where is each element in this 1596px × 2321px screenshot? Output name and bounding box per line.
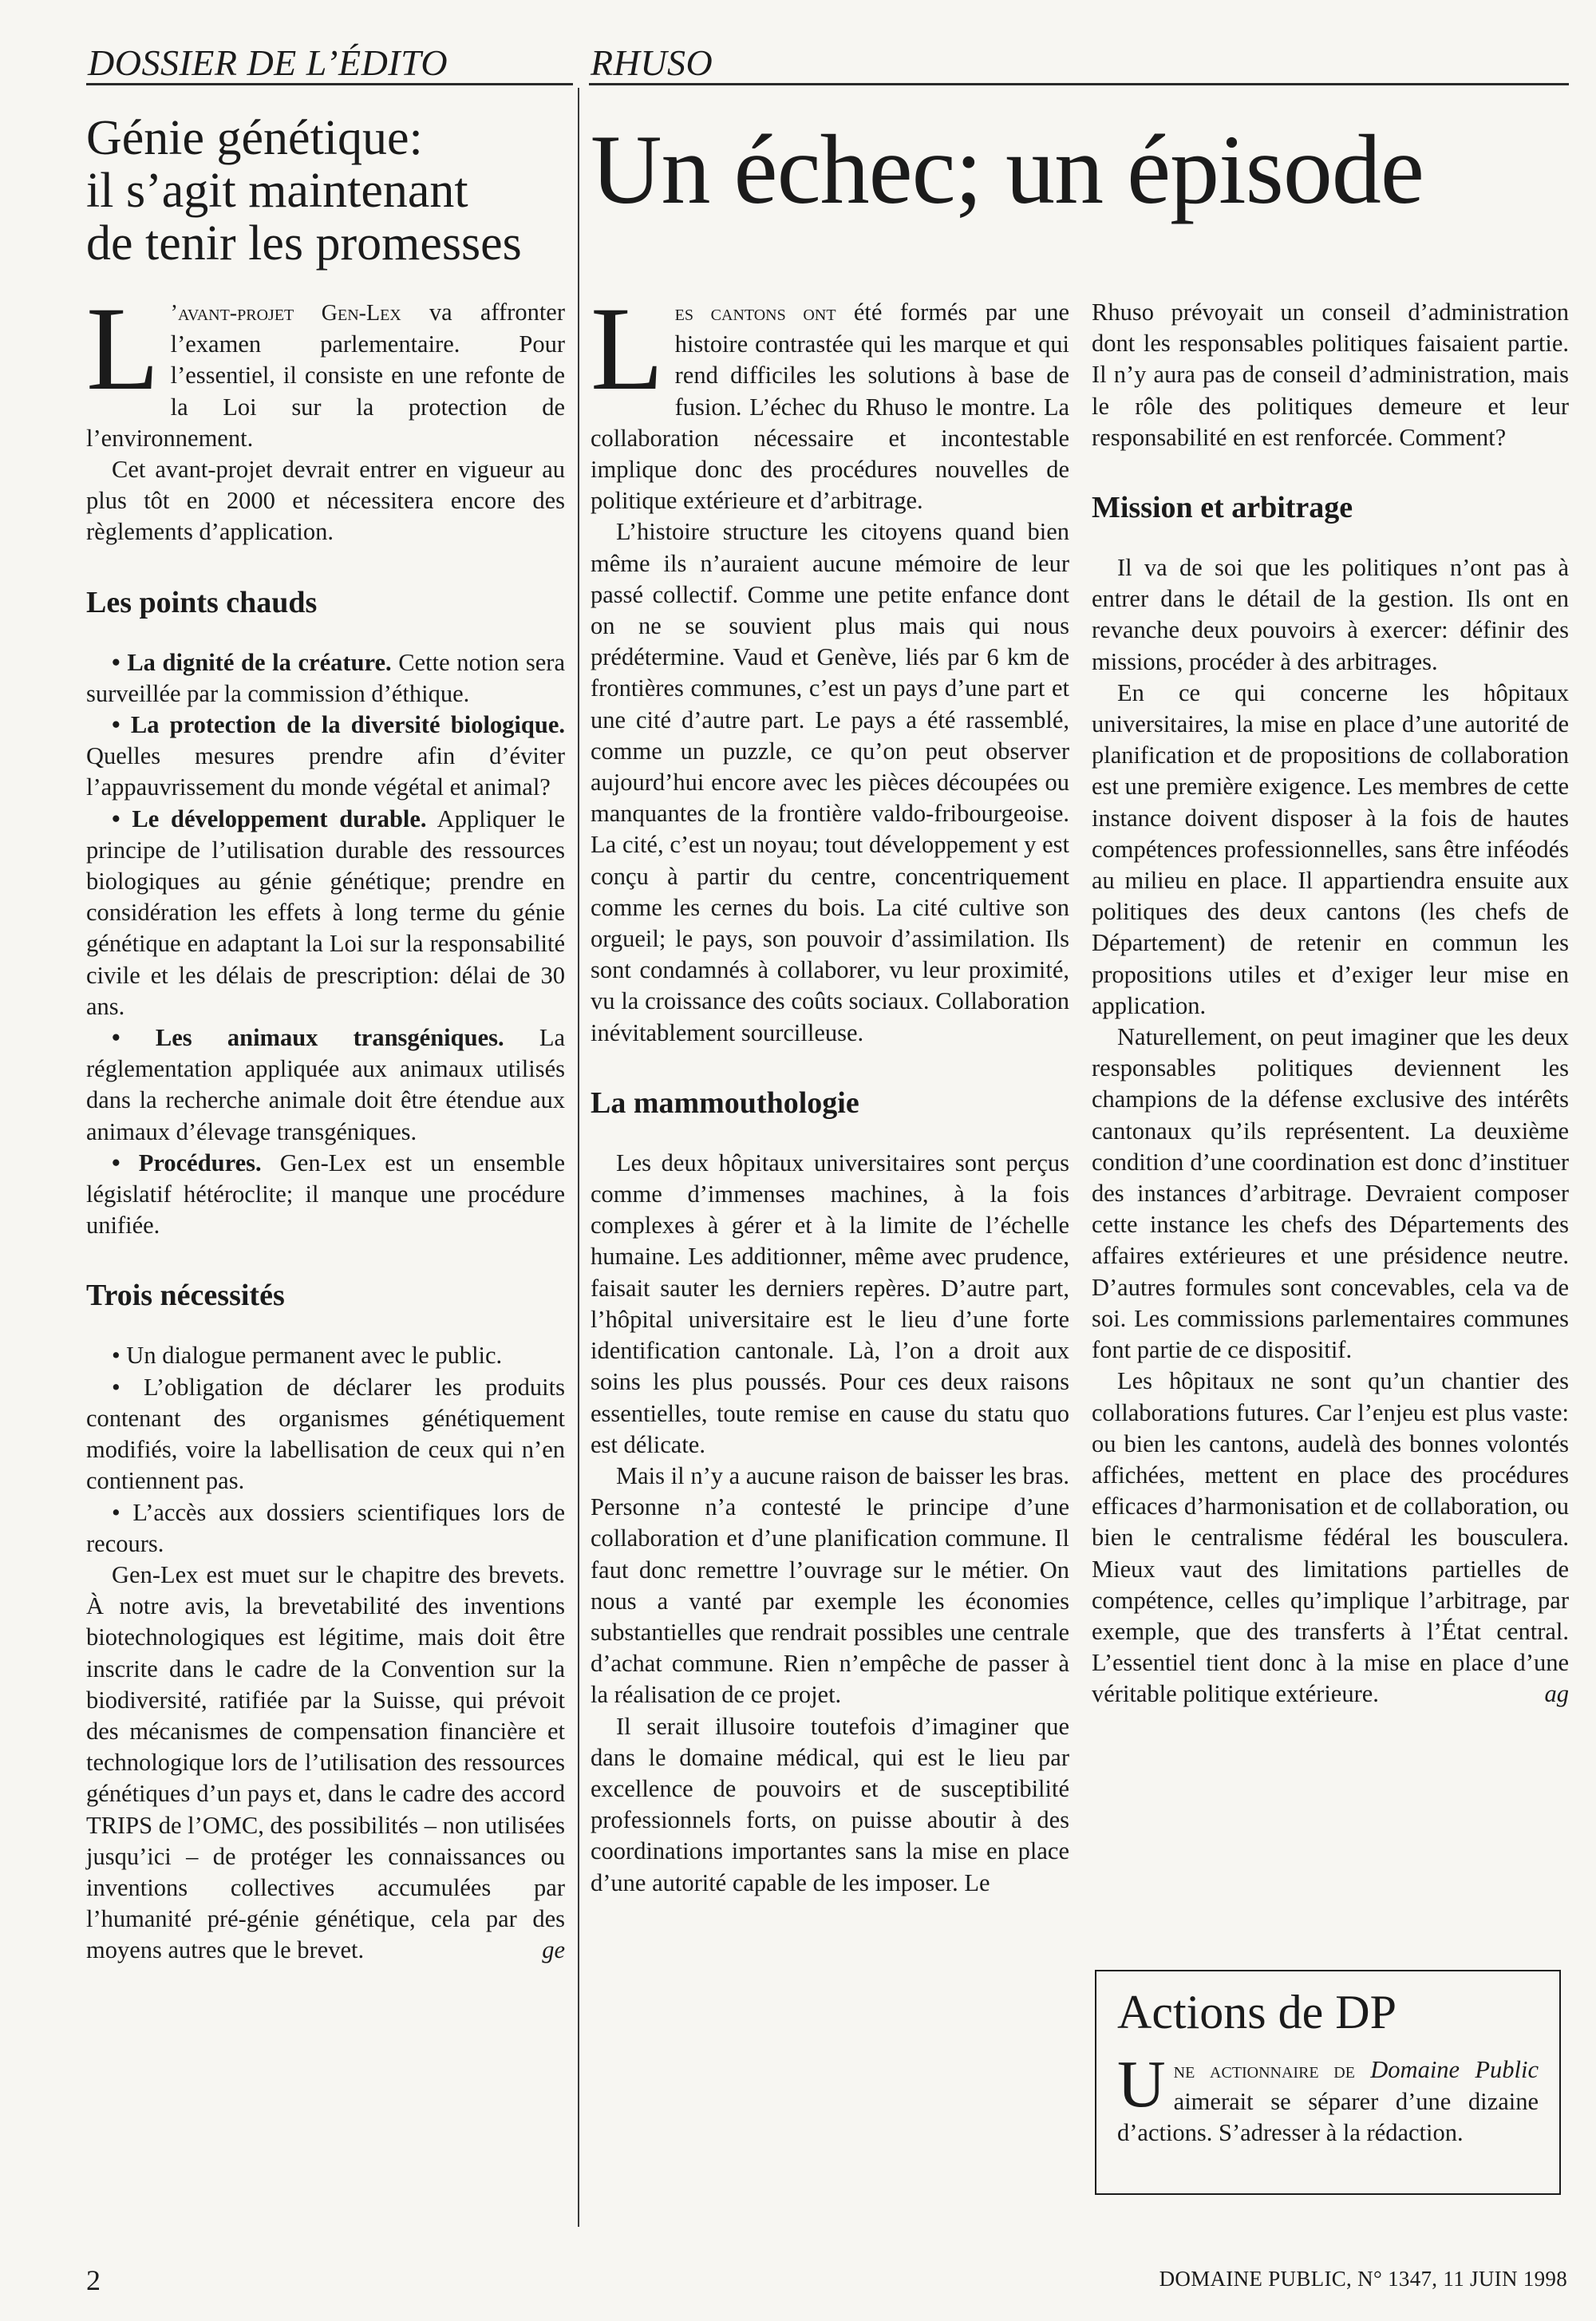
necessite-item: • L’obligation de déclarer les produits contenant des organismes génétiquement modifiés, voire la labellisation de ceux qui n’en contiennent pas. xyxy=(86,1373,565,1495)
actions-box-text xyxy=(1117,2047,1539,2149)
left-article-title xyxy=(86,112,565,270)
footer-publication: DOMAINE PUBLIC, N° 1347, 11 JUIN 1998 xyxy=(1159,2267,1567,2291)
top-rule-left xyxy=(86,83,573,85)
actions-box-title: Actions de DP xyxy=(1117,1986,1396,2038)
right-paragraph-3: En ce qui concerne les hôpitaux universitaires, la mise en place d’une autorité de planification et de propositions de collaboration est une première exigence. Les membres de cette instance doivent disposer à la fois de hautes compétences professionnelles, sans être inféodés au milieu en place. Il appartiendra ensuite aux politiques des deux cantons (les chefs de Département) de retenir en commun les propositions utiles et d’exiger leur mise en application. xyxy=(1092,678,1569,1019)
rubric-right: RHUSO xyxy=(591,42,713,83)
left-signature: ge xyxy=(542,1936,565,1964)
left-column xyxy=(86,283,566,1967)
right-paragraph-5: Les hôpitaux ne sont qu’un chantier des collaborations futures. Car l’enjeu est plus vaste: ou bien les cantons, audelà des bonnes volontés affichées, mettent en place des procédures efficaces d’harmonisation et de collaboration, ou bien le centralisme fédéral les bousculera. Mieux vaut des limitations partielles de compétence, celles qu’implique l’arbitrage, par exemple, que des transferts à l’État central. L’essentiel tient donc à la mise en place d’une véritable politique extérieure. ag xyxy=(1092,1366,1569,1710)
heading-mammouthologie: La mammouthologie xyxy=(591,1085,859,1120)
page-number: 2 xyxy=(86,2264,101,2296)
right-column xyxy=(1092,297,1569,1710)
left-paragraph-2: Cet avant-projet devrait entrer en vigueur au plus tôt en 2000 et nécessitera encore des règlements d’application. xyxy=(86,456,565,546)
necessite-item: • Un dialogue permanent avec le public. xyxy=(112,1342,503,1370)
middle-column xyxy=(591,283,1069,1899)
box-rest: aimerait se séparer d’une dizaine d’actions. S’adresser à la rédaction. xyxy=(1117,2088,1539,2146)
left-intro-text: va affronter l’examen parlementaire. Pour l’essentiel, il consiste en une refonte de la Loi sur la protection de l’environnement. xyxy=(86,299,566,452)
point-item: • La protection de la diversité biologique. Quelles mesures prendre afin d’éviter l’appauvrissement du monde végétal et animal? xyxy=(86,711,565,801)
necessite-item: • L’accès aux dossiers scientifiques lors de recours. xyxy=(86,1498,565,1557)
left-intro-paragraph xyxy=(86,283,566,454)
box-smallcaps: ne actionnaire de xyxy=(1173,2058,1355,2083)
left-title-line-2: il s’agit maintenant xyxy=(86,164,468,218)
right-paragraph-1: Rhuso prévoyait un conseil d’administration dont les responsables politiques faisaient partie. Il n’y aura pas de conseil d’administration, mais le rôle des politiques demeure et leur responsabilité en est renforcée. Comment? xyxy=(1092,299,1569,451)
left-title-line-3: de tenir les promesses xyxy=(86,216,522,271)
mid-dropcap: L xyxy=(591,283,664,415)
mid-paragraph-3: Les deux hôpitaux universitaires sont perçus comme d’immenses machines, à la fois complexes à gérer et à la limite de l’échelle humaine. Les additionner, même avec prudence, faisait sauter les derniers repères. D’autre part, l’hôpital universitaire est le lieu d’une forte identification cantonale. Là, l’on a droit aux soins les plus poussés. Pour ces deux raisons essentielles, toute remise en cause du statu quo est délicate. xyxy=(591,1149,1069,1458)
point-item: • La dignité de la créature. Cette notion sera surveillée par la commission d’éthique. xyxy=(86,648,565,707)
right-signature: ag xyxy=(1544,1680,1569,1708)
point-item: • Le développement durable. Appliquer le principe de l’utilisation durable des ressources biologiques au génie génétique; prendre en considération les effets à long terme du génie génétique en adaptant la Loi sur la responsabilité civile et les délais de prescription: délai de 30 ans. xyxy=(86,805,565,1020)
rubric-left: DOSSIER DE L’ÉDITO xyxy=(88,42,448,83)
mid-paragraph-5: Il serait illusoire toutefois d’imaginer que dans le domaine médical, qui est le lieu par excellence de pouvoirs et de susceptibilité professionnels forts, on puisse aboutir à des coordinations importantes sans la mise en place d’une autorité capable de les imposer. Le xyxy=(591,1712,1069,1896)
actions-box xyxy=(1095,1970,1561,2195)
main-article-title: Un échec; un épisode xyxy=(591,115,1424,224)
heading-mission-arbitrage: Mission et arbitrage xyxy=(1092,491,1353,525)
point-item: • Les animaux transgéniques. La réglementation appliquée aux animaux utilisés dans la recherche animale doit être étendue aux animaux d’élevage transgéniques. xyxy=(86,1024,565,1145)
right-paragraph-2: Il va de soi que les politiques n’ont pas à entrer dans le détail de la gestion. Ils ont en revanche deux pouvoirs à exercer: définir des missions, procéder à des arbitrages. xyxy=(1092,554,1569,675)
mid-intro-smallcaps: es cantons ont xyxy=(674,301,836,326)
mid-paragraph-4: Mais il n’y a aucune raison de baisser les bras. Personne n’a contesté le principe d’une collaboration et d’une planification commune. Il faut donc remettre l’ouvrage sur le métier. On nous a vanté par exemple les économies substantielles que rendrait possibles une centrale d’achat commune. Rien n’empêche de passer à la réalisation de ce projet. xyxy=(591,1461,1069,1709)
mid-intro-text: été formés par une histoire contrastée qui les marque et qui rend difficiles les solutions à base de fusion. L’échec du Rhuso le montre. La collaboration nécessaire et incontestable implique donc des procédures nouvelles de politique extérieure et d’arbitrage. xyxy=(591,299,1069,515)
point-item: • Procédures. Gen-Lex est un ensemble législatif hétéroclite; il manque une procédure unifiée. xyxy=(86,1149,565,1240)
column-divider xyxy=(578,88,579,2227)
mid-intro-paragraph xyxy=(591,283,1069,516)
left-dropcap: L xyxy=(86,283,160,415)
mid-paragraph-2: L’histoire structure les citoyens quand bien même ils n’auraient aucune mémoire de leur passé collectif. Comme une petite enfance dont on ne se souvient plus mais qui nous prédétermine. Vaud et Genève, liés par 6 km de frontières communes, c’est un pays d’une part et une cité d’autre part. Le pays a été rassemblé, comme un puzzle, ce qu’on peut observer aujourd’hui encore avec les pièces découpées ou manquantes de la frontière valdo-fribourgeoise. La cité, c’est un noyau; tout développement y est conçu à partir du centre, concentriquement comme les cernes du bois. La cité cultive son orgueil; le pays, son pouvoir d’assimilation. Ils sont condamnés à collaborer, vu leur proximité, vu la croissance des coûts sociaux. Collaboration inévitablement sourcilleuse. xyxy=(591,518,1069,1046)
left-intro-smallcaps: ’avant-projet Gen-Lex xyxy=(170,301,401,326)
heading-trois-necessites: Trois nécessités xyxy=(86,1279,285,1313)
right-paragraph-4: Naturellement, on peut imaginer que les deux responsables politiques deviennent les champions de la défense exclusive des intérêts cantonaux qu’ils représentent. La deuxième condition d’une coordination est donc d’instituer des instances d’arbitrage. Devraient composer cette instance les chefs des Départements des affaires extérieures et une présidence neutre. D’autres formules sont concevables, cela va de soi. Les commissions parlementaires communes font partie de ce dispositif. xyxy=(1092,1023,1569,1364)
top-rule-right xyxy=(589,83,1569,85)
heading-points-chauds: Les points chauds xyxy=(86,585,318,619)
box-dropcap: U xyxy=(1117,2047,1166,2121)
box-italic: Domaine Public xyxy=(1354,2056,1539,2083)
left-title-line-1: Génie génétique: xyxy=(86,111,423,165)
left-final-paragraph: Gen-Lex est muet sur le chapitre des brevets. À notre avis, la brevetabilité des inventions biotechnologiques est légitime, mais doit être inscrite dans le cadre de la Convention sur la biodiversité, ratifiée par la Suisse, qui prévoit des mécanismes de compensation financière et technologique lors de l’utilisation des ressources génétiques d’un pays et, dans le cadre des accord TRIPS de l’OMC, des possibilités – non utilisées jusqu’ici – de protéger les connaissances ou inventions collectives accumulées par l’humanité pré-génie génétique, cela par des moyens autres que le brevet. ge xyxy=(86,1560,565,1967)
